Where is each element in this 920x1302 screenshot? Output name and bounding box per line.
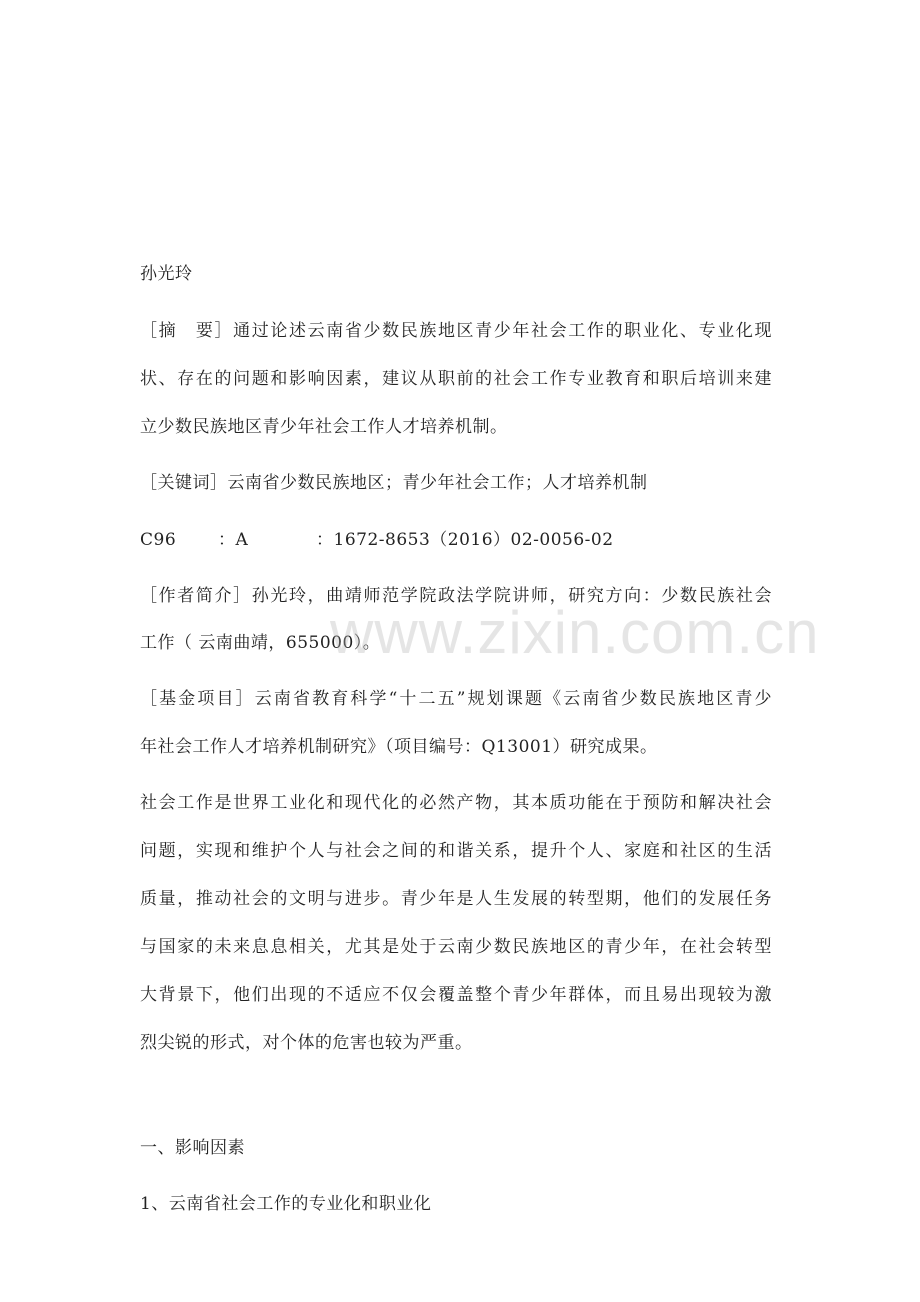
body-line: 质量，推动社会的文明与进步。青少年是人生发展的转型期，他们的发展任务 [140, 889, 772, 909]
document-code: ：A [218, 530, 249, 550]
body-line: 大背景下，他们出现的不适应不仅会覆盖整个青少年群体，而且易出现较为激 [140, 985, 772, 1005]
abstract-line: 立少数民族地区青少年社会工作人才培养机制。 [140, 417, 508, 437]
clc-number: C96 [140, 530, 177, 550]
fund-line: ［基金项目］云南省教育科学“十二五”规划课题《云南省少数民族地区青少 [140, 689, 772, 709]
subsection-heading: 1、云南省社会工作的专业化和职业化 [140, 1194, 432, 1214]
watermark: www.zixin.com.cn [330, 599, 820, 666]
fund-line: 年社会工作人才培养机制研究》（项目编号：Q13001）研究成果。 [140, 737, 658, 757]
abstract-line: 状、存在的问题和影响因素，建议从职前的社会工作专业教育和职后培训来建 [140, 369, 772, 389]
body-line: 烈尖锐的形式，对个体的危害也较为严重。 [140, 1033, 473, 1053]
author-bio-line: ［作者简介］孙光玲，曲靖师范学院政法学院讲师，研究方向：少数民族社会 [140, 586, 772, 606]
body-line: 社会工作是世界工业化和现代化的必然产物，其本质功能在于预防和解决社会 [140, 793, 772, 813]
section-heading: 一、影响因素 [140, 1138, 245, 1158]
article-number: ：1672-8653（2016）02-0056-02 [316, 530, 614, 550]
abstract-line: ［摘 要］通过论述云南省少数民族地区青少年社会工作的职业化、专业化现 [140, 321, 772, 341]
author-name: 孙光玲 [140, 264, 193, 284]
keywords: ［关键词］云南省少数民族地区；青少年社会工作；人才培养机制 [140, 473, 648, 493]
author-bio-line: 工作（ 云南曲靖，655000）。 [140, 633, 381, 653]
body-line: 与国家的未来息息相关，尤其是处于云南少数民族地区的青少年，在社会转型 [140, 937, 772, 957]
body-line: 问题，实现和维护个人与社会之间的和谐关系，提升个人、家庭和社区的生活 [140, 841, 772, 861]
